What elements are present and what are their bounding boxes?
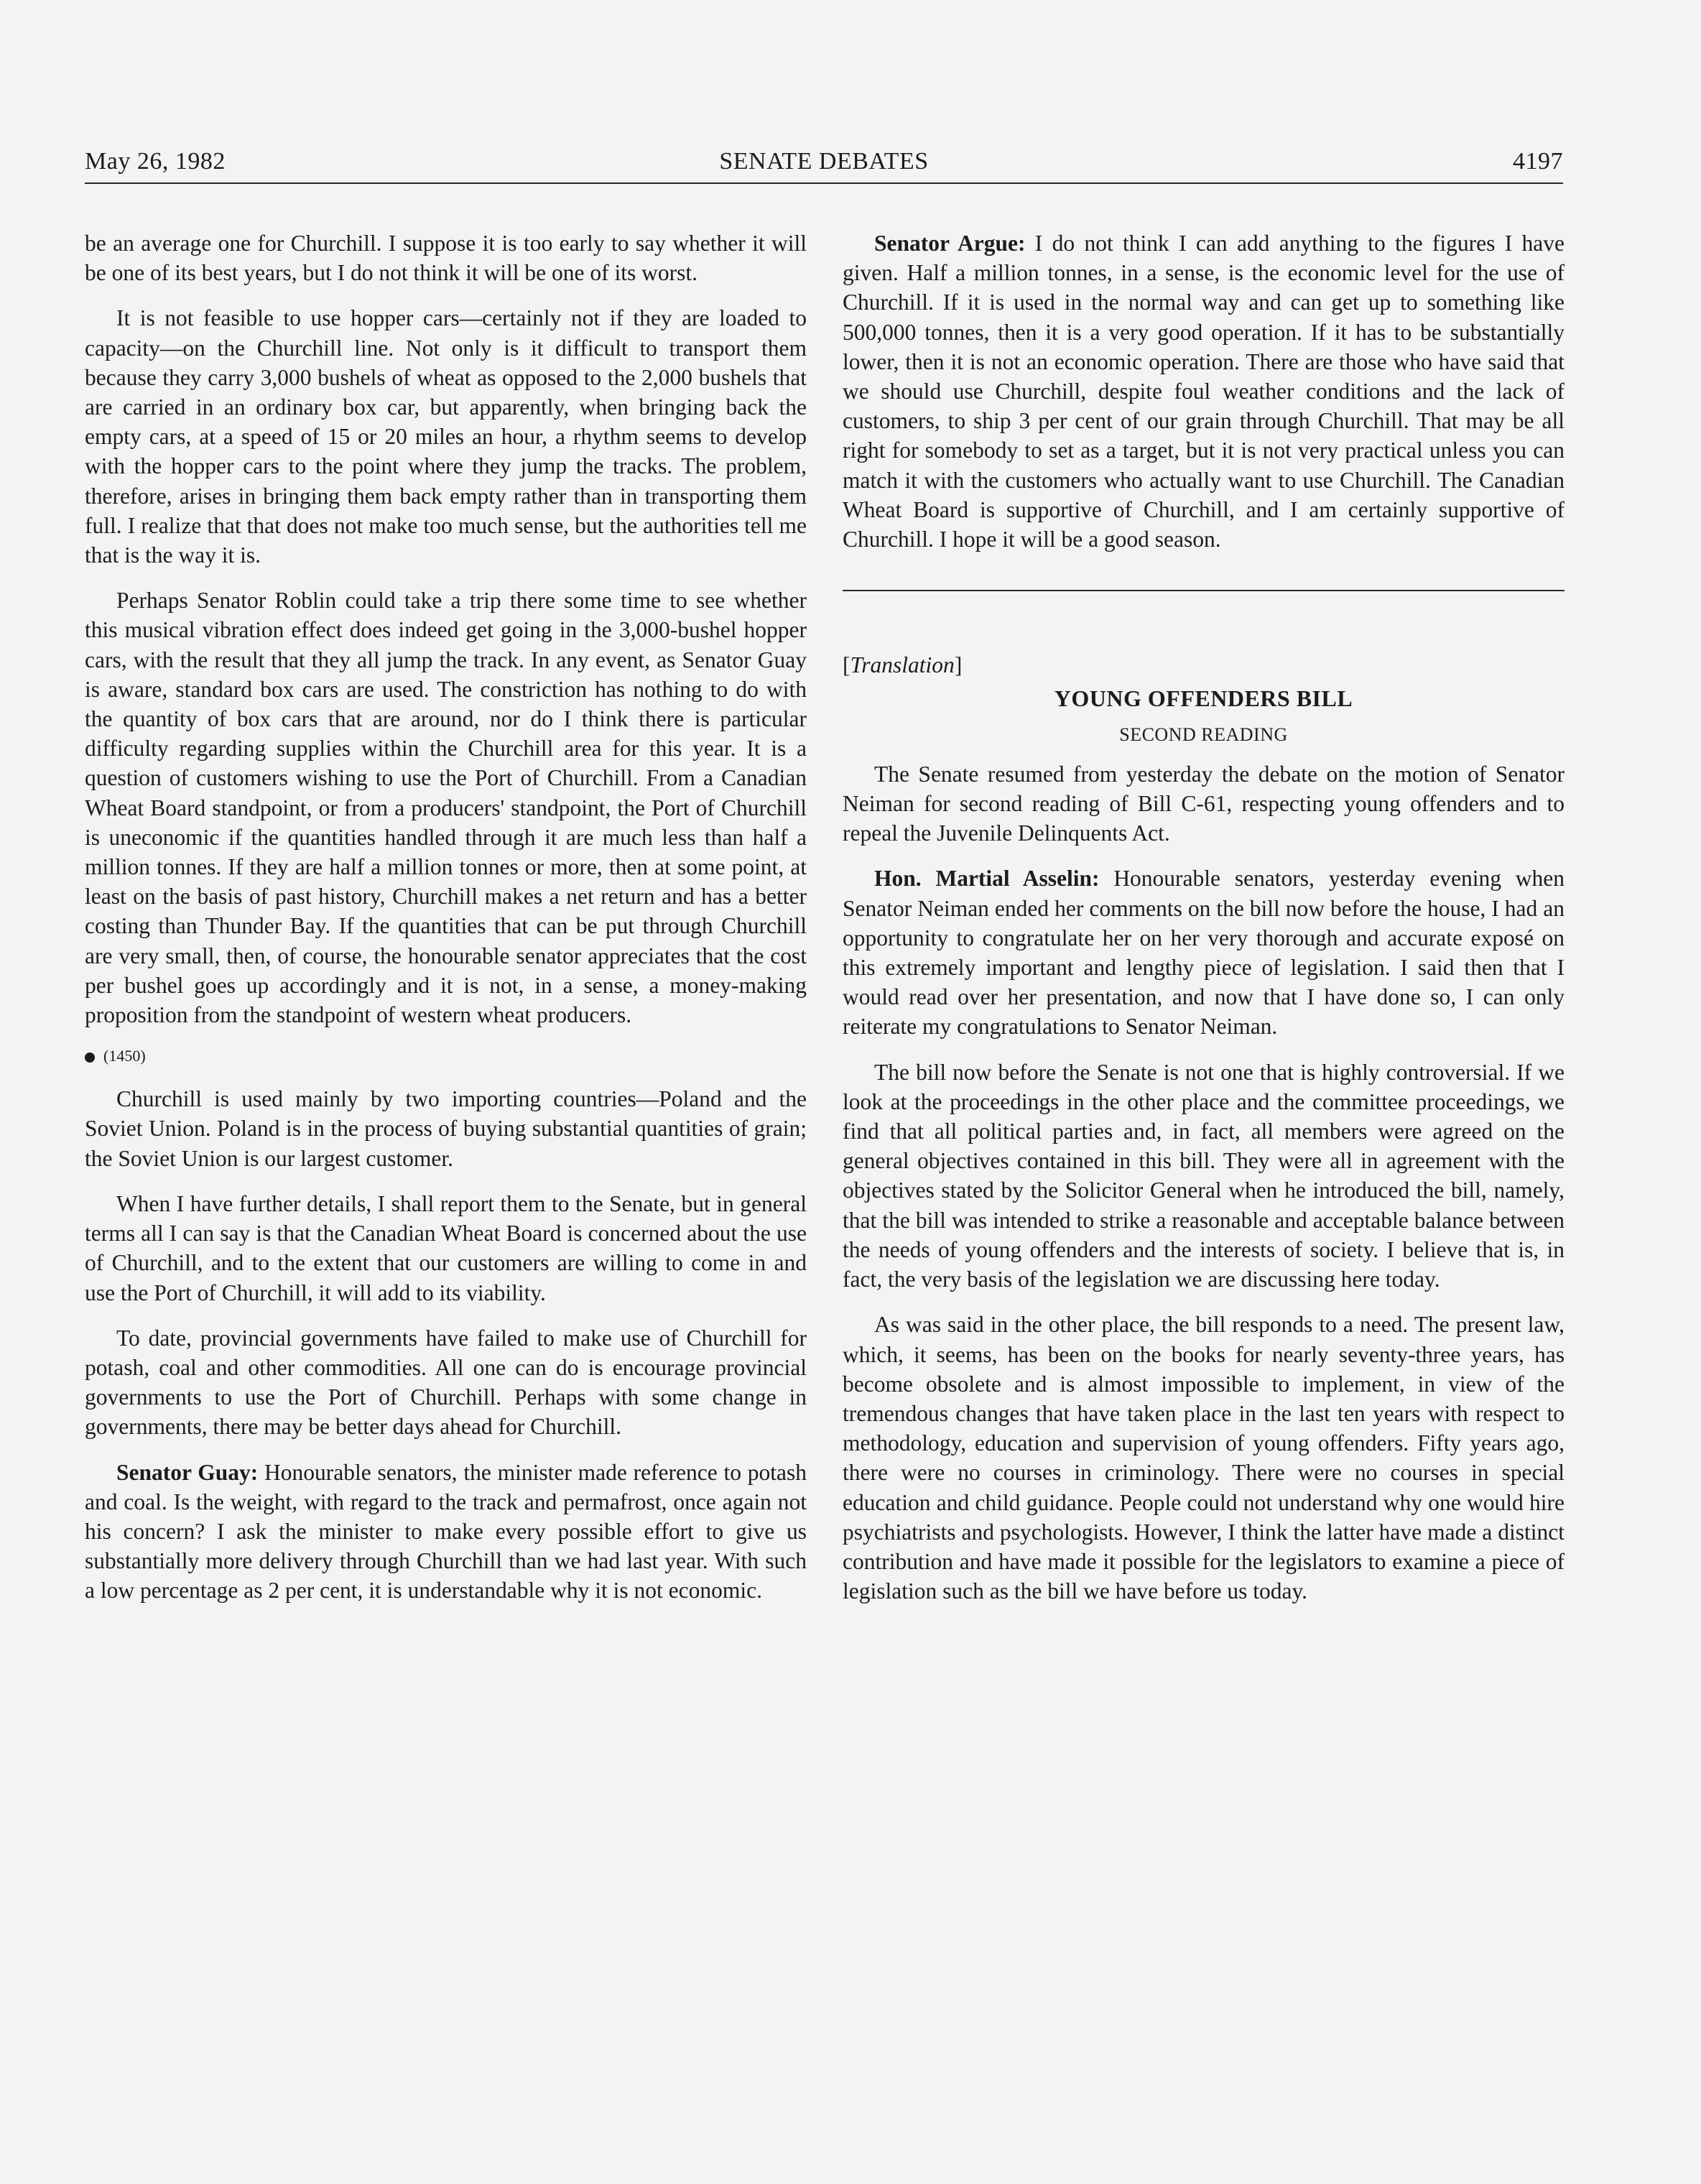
speech-paragraph: [843, 228, 1565, 554]
left-column: [85, 228, 807, 1621]
speech-text: Honourable senators, the minister made reference to potash and coal. Is the weight, with regard to the track and permafrost, once again not his concern? I ask the minister to make every possible effort to give us substantially more delivery through Churchill than we had last year. With such a low percentage as 2 per cent, it is understandable why it is not economic.: [85, 1459, 807, 1604]
speech-text: I do not think I can add anything to the figures I have given. Half a million tonnes, in a sense, is the economic level for the use of Churchill. If it is used in the normal way and can get up to something like 500,000 tonnes, then it is a very good operation. If it has to be substantially lower, then it is not an economic operation. There are those who have said that we should use Churchill, despite foul weather conditions and the lack of customers, to ship 3 per cent of our grain through Churchill. That may be all right for somebody to set as a target, but it is not very practical unless you can match it with the customers who actually want to use Churchill. The Canadian Wheat Board is supportive of Churchill, and I am certainly supportive of Churchill. I hope it will be a good season.: [843, 231, 1565, 552]
paragraph: Churchill is used mainly by two importing countries—Poland and the Soviet Union. Poland is in the process of buying substantial quantities of grain; the Soviet Union is our largest customer.: [85, 1086, 807, 1171]
paragraph: When I have further details, I shall report them to the Senate, but in general terms all I can say is that the Canadian Wheat Board is concerned about the use of Churchill, and to the extent that our customers are willing to come in and use the Port of Churchill, it will add to its viability.: [85, 1190, 807, 1305]
paragraph: To date, provincial governments have failed to make use of Churchill for potash, coal and other commodities. All one can do is encourage provincial governments to use the Port of Churchill. Perhaps with some change in governments, there may be better days ahead for Churchill.: [85, 1325, 807, 1440]
header-date: May 26, 1982: [85, 148, 226, 175]
paragraph: As was said in the other place, the bill responds to a need. The present law, which, it seems, has been on the books for nearly seventy-three years, has become obsolete and is almost impossible to implement, in view of the tremendous changes that have taken place in the last ten years with respect to methodology, education and supervision of young offenders. Fifty years ago, there were no courses in criminology. There were no courses in special education and child guidance. People could not understand why one would hire psychiatrists and psychologists. However, I think the latter have made a distinct contribution and have made it possible for the legislators to examine a piece of legislation such as the bill we have before us today.: [843, 1312, 1565, 1604]
right-column: [843, 228, 1565, 1621]
speech-paragraph: [85, 1458, 807, 1606]
subheading: SECOND READING: [1119, 723, 1288, 745]
paragraph: It is not feasible to use hopper cars—certainly not if they are loaded to capacity—on the Churchill line. Not only is it difficult to transport them because they carry 3,000 bushels of wheat as opposed to the 2,000 bushels that are carried in an ordinary box car, but apparently, when bringing back the empty cars, at a speed of 15 or 20 miles an hour, a rhythm seems to develop with the hopper cars to the point where they jump the tracks. The problem, therefore, arises in bringing them back empty rather than in transporting them full. I realize that that does not make too much sense, but the authorities tell me that is the way it is.: [85, 305, 807, 568]
bill-title: YOUNG OFFENDERS BILL: [1054, 685, 1353, 712]
header-page-number: 4197: [1513, 148, 1563, 175]
translation-note: [Translation]: [843, 652, 963, 678]
bullet-icon: [85, 1052, 95, 1063]
header-title: SENATE DEBATES: [719, 148, 929, 175]
section-divider: [843, 590, 1565, 591]
speaker-name: Senator Argue:: [874, 231, 1026, 256]
speaker-name: Senator Guay:: [116, 1459, 259, 1485]
time-marker: [85, 1045, 807, 1067]
paragraph: be an average one for Churchill. I suppose it is too early to say whether it will be one of its best years, but I do not think it will be one of its worst.: [85, 231, 807, 286]
speech-text: Honourable senators, yesterday evening when Senator Neiman ended her comments on the bill now before the house, I had an opportunity to congratulate her on her very thorough and accurate exposé on this extremely important and lengthy piece of legislation. I said then that I would read over her presentation, and now that I have done so, I can only reiterate my congratulations to Senator Neiman.: [843, 866, 1565, 1040]
paragraph: Perhaps Senator Roblin could take a trip there some time to see whether this musical vibration effect does indeed get going in the 3,000-bushel hopper cars, with the result that they all jump the track. In any event, as Senator Guay is aware, standard box cars are used. The constriction has nothing to do with the quantity of box cars that are around, nor do I think there is particular difficulty regarding supplies within the Churchill area for this year. It is a question of customers wishing to use the Port of Churchill. From a Canadian Wheat Board standpoint, or from a producers' standpoint, the Port of Churchill is uneconomic if the quantities handled through it are much less than half a million tonnes. If they are half a million tonnes or more, then at some point, at least on the basis of past history, Churchill makes a net return and has a better costing than Thunder Bay. If the quantities that can be put through Churchill are very small, then, of course, the honourable senator appreciates that the cost per bushel goes up accordingly and it is not, in a sense, a money-making proposition from the standpoint of western wheat producers.: [85, 588, 807, 1028]
speaker-name: Hon. Martial Asselin:: [874, 866, 1100, 892]
paragraph: The bill now before the Senate is not one that is highly controversial. If we look at the proceedings in the other place and the committee proceedings, we find that all political parties and, in fact, all members were agreed on the general objectives contained in this bill. They were all in agreement with the objectives stated by the Solicitor General when he introduced the bill, namely, that the bill was intended to strike a reasonable and acceptable balance between the needs of young offenders and the interests of society. I believe that is, in fact, the very basis of the legislation we are discussing here today.: [843, 1059, 1565, 1292]
speech-paragraph: [843, 864, 1565, 1041]
paragraph: The Senate resumed from yesterday the debate on the motion of Senator Neiman for second reading of Bill C-61, respecting young offenders and to repeal the Juvenile Delinquents Act.: [843, 761, 1565, 846]
time-marker-text: (1450): [103, 1047, 146, 1065]
translation-label: Translation: [850, 652, 955, 678]
page-header: [85, 148, 1563, 184]
